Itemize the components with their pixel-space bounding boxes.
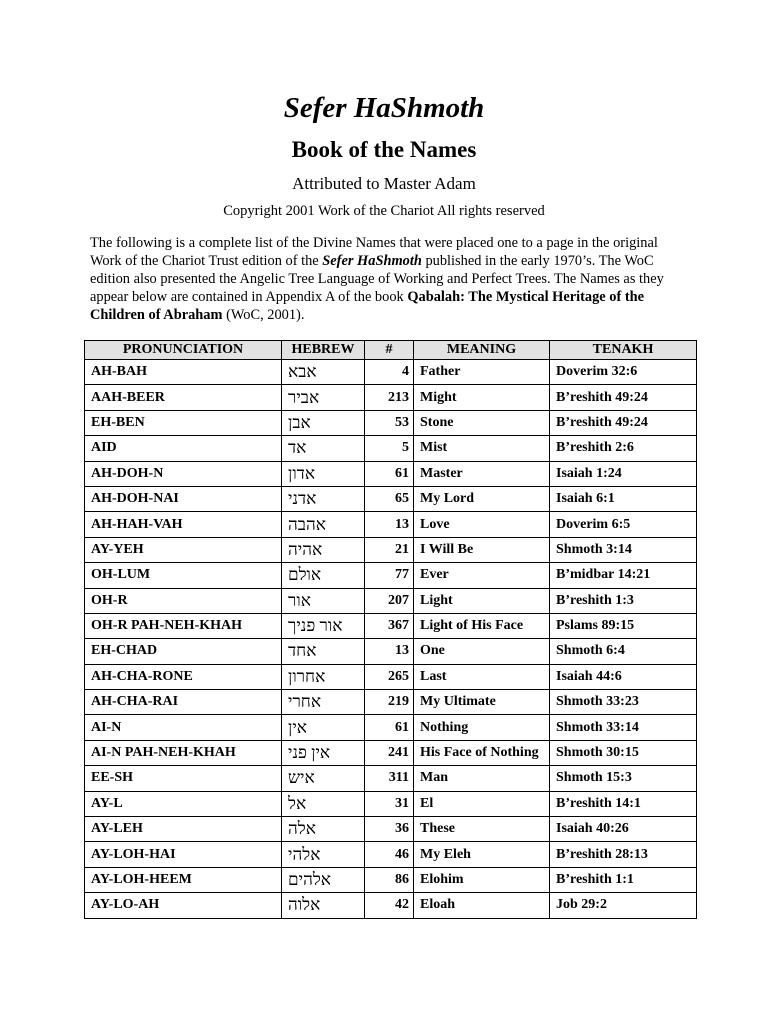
hebrew-cell: אבן xyxy=(282,410,365,435)
table-row xyxy=(85,486,697,511)
tenakh-reference-cell: B’reshith 49:24 xyxy=(550,410,697,435)
document-subtitle: Book of the Names xyxy=(291,137,477,162)
meaning-cell: Mist xyxy=(414,436,550,461)
meaning-cell: My Eleh xyxy=(414,842,550,867)
hebrew-cell: אחרי xyxy=(282,690,365,715)
gematria-value-cell: 265 xyxy=(365,664,414,689)
pronunciation-cell: OH-LUM xyxy=(85,563,282,588)
intro-book-title: Sefer HaShmoth xyxy=(322,253,422,269)
hebrew-cell: אהיה xyxy=(282,537,365,562)
meaning-cell: Ever xyxy=(414,563,550,588)
meaning-cell: Love xyxy=(414,512,550,537)
hebrew-cell: אין פני xyxy=(282,740,365,765)
table-row xyxy=(85,893,697,918)
gematria-value-cell: 86 xyxy=(365,867,414,892)
tenakh-reference-cell: Isaiah 44:6 xyxy=(550,664,697,689)
gematria-value-cell: 13 xyxy=(365,512,414,537)
gematria-value-cell: 4 xyxy=(365,360,414,385)
table-row xyxy=(85,817,697,842)
table-row xyxy=(85,690,697,715)
hebrew-cell: אד xyxy=(282,436,365,461)
tenakh-reference-cell: Job 29:2 xyxy=(550,893,697,918)
table-body xyxy=(85,360,697,919)
meaning-cell: Last xyxy=(414,664,550,689)
gematria-value-cell: 21 xyxy=(365,537,414,562)
tenakh-reference-cell: Isaiah 40:26 xyxy=(550,817,697,842)
hebrew-cell: אולם xyxy=(282,563,365,588)
tenakh-reference-cell: B’reshith 2:6 xyxy=(550,436,697,461)
hebrew-cell: אלהי xyxy=(282,842,365,867)
pronunciation-cell: AH-HAH-VAH xyxy=(85,512,282,537)
tenakh-reference-cell: Doverim 32:6 xyxy=(550,360,697,385)
meaning-cell: My Lord xyxy=(414,486,550,511)
pronunciation-cell: AH-BAH xyxy=(85,360,282,385)
hebrew-cell: אדני xyxy=(282,486,365,511)
header-tenakh: TENAKH xyxy=(550,341,697,360)
hebrew-cell: אל xyxy=(282,791,365,816)
pronunciation-cell: AH-CHA-RONE xyxy=(85,664,282,689)
meaning-cell: I Will Be xyxy=(414,537,550,562)
meaning-cell: Light xyxy=(414,588,550,613)
tenakh-reference-cell: Shmoth 30:15 xyxy=(550,740,697,765)
table-row xyxy=(85,613,697,638)
tenakh-reference-cell: Shmoth 33:23 xyxy=(550,690,697,715)
intro-text-3: (WoC, 2001). xyxy=(222,307,305,323)
intro-text-1: The following is a complete list of the Divine Names that were placed one to a page in the original Work of the Chariot Trust edition of the xyxy=(90,235,658,269)
meaning-cell: One xyxy=(414,639,550,664)
hebrew-cell: אחרון xyxy=(282,664,365,689)
gematria-value-cell: 241 xyxy=(365,740,414,765)
meaning-cell: Might xyxy=(414,385,550,410)
meaning-cell: Eloah xyxy=(414,893,550,918)
pronunciation-cell: AY-LEH xyxy=(85,817,282,842)
hebrew-cell: אביר xyxy=(282,385,365,410)
tenakh-reference-cell: Shmoth 33:14 xyxy=(550,715,697,740)
gematria-value-cell: 207 xyxy=(365,588,414,613)
meaning-cell: Light of His Face xyxy=(414,613,550,638)
table-row xyxy=(85,842,697,867)
copyright-line: Copyright 2001 Work of the Chariot All rights reserved xyxy=(223,203,545,219)
pronunciation-cell: AH-DOH-N xyxy=(85,461,282,486)
table-row xyxy=(85,410,697,435)
gematria-value-cell: 36 xyxy=(365,817,414,842)
hebrew-cell: אור xyxy=(282,588,365,613)
pronunciation-cell: EH-CHAD xyxy=(85,639,282,664)
gematria-value-cell: 61 xyxy=(365,715,414,740)
hebrew-cell: איש xyxy=(282,766,365,791)
table-row xyxy=(85,385,697,410)
table-row xyxy=(85,537,697,562)
table-row xyxy=(85,664,697,689)
document-title: Sefer HaShmoth xyxy=(283,92,485,124)
meaning-cell: Father xyxy=(414,360,550,385)
gematria-value-cell: 219 xyxy=(365,690,414,715)
tenakh-reference-cell: B’reshith 1:1 xyxy=(550,867,697,892)
header-hebrew: HEBREW xyxy=(282,341,365,360)
table-row xyxy=(85,639,697,664)
pronunciation-cell: AH-DOH-NAI xyxy=(85,486,282,511)
header-meaning: MEANING xyxy=(414,341,550,360)
header-number: # xyxy=(365,341,414,360)
table-row xyxy=(85,766,697,791)
table-row xyxy=(85,740,697,765)
table-row xyxy=(85,867,697,892)
pronunciation-cell: AY-LOH-HEEM xyxy=(85,867,282,892)
meaning-cell: Man xyxy=(414,766,550,791)
divine-names-table xyxy=(84,340,697,919)
hebrew-cell: אלוה xyxy=(282,893,365,918)
pronunciation-cell: AI-N PAH-NEH-KHAH xyxy=(85,740,282,765)
tenakh-reference-cell: Shmoth 15:3 xyxy=(550,766,697,791)
meaning-cell: These xyxy=(414,817,550,842)
pronunciation-cell: OH-R xyxy=(85,588,282,613)
hebrew-cell: אדון xyxy=(282,461,365,486)
table-row xyxy=(85,588,697,613)
pronunciation-cell: EH-BEN xyxy=(85,410,282,435)
table-header-row xyxy=(85,341,697,360)
tenakh-reference-cell: B’reshith 28:13 xyxy=(550,842,697,867)
pronunciation-cell: AAH-BEER xyxy=(85,385,282,410)
tenakh-reference-cell: B’reshith 1:3 xyxy=(550,588,697,613)
gematria-value-cell: 61 xyxy=(365,461,414,486)
gematria-value-cell: 77 xyxy=(365,563,414,588)
pronunciation-cell: OH-R PAH-NEH-KHAH xyxy=(85,613,282,638)
gematria-value-cell: 5 xyxy=(365,436,414,461)
tenakh-reference-cell: Shmoth 6:4 xyxy=(550,639,697,664)
tenakh-reference-cell: Shmoth 3:14 xyxy=(550,537,697,562)
gematria-value-cell: 13 xyxy=(365,639,414,664)
pronunciation-cell: AY-L xyxy=(85,791,282,816)
hebrew-cell: אחד xyxy=(282,639,365,664)
gematria-value-cell: 311 xyxy=(365,766,414,791)
tenakh-reference-cell: Pslams 89:15 xyxy=(550,613,697,638)
hebrew-cell: אבא xyxy=(282,360,365,385)
intro-paragraph xyxy=(90,234,690,324)
table-row xyxy=(85,436,697,461)
hebrew-cell: אין xyxy=(282,715,365,740)
pronunciation-cell: AH-CHA-RAI xyxy=(85,690,282,715)
meaning-cell: His Face of Nothing xyxy=(414,740,550,765)
tenakh-reference-cell: B’reshith 14:1 xyxy=(550,791,697,816)
meaning-cell: Stone xyxy=(414,410,550,435)
gematria-value-cell: 65 xyxy=(365,486,414,511)
gematria-value-cell: 42 xyxy=(365,893,414,918)
table-row xyxy=(85,360,697,385)
tenakh-reference-cell: Isaiah 6:1 xyxy=(550,486,697,511)
table-row xyxy=(85,461,697,486)
attribution-line: Attributed to Master Adam xyxy=(292,174,476,193)
tenakh-reference-cell: Doverim 6:5 xyxy=(550,512,697,537)
tenakh-reference-cell: B’midbar 14:21 xyxy=(550,563,697,588)
pronunciation-cell: AI-N xyxy=(85,715,282,740)
meaning-cell: Elohim xyxy=(414,867,550,892)
meaning-cell: El xyxy=(414,791,550,816)
meaning-cell: Master xyxy=(414,461,550,486)
pronunciation-cell: AY-YEH xyxy=(85,537,282,562)
intro-text-2: published in the early 1970’s. The WoC edition also presented the Angelic Tree Language of Working and Perfect Trees. The Names as they appear below are contained in Appendix A of the book xyxy=(90,253,664,305)
hebrew-cell: אהבה xyxy=(282,512,365,537)
pronunciation-cell: EE-SH xyxy=(85,766,282,791)
pronunciation-cell: AY-LOH-HAI xyxy=(85,842,282,867)
intro-reference-title: Qabalah: The Mystical Heritage of the Children of Abraham xyxy=(90,289,645,323)
gematria-value-cell: 367 xyxy=(365,613,414,638)
meaning-cell: My Ultimate xyxy=(414,690,550,715)
gematria-value-cell: 46 xyxy=(365,842,414,867)
table-row xyxy=(85,563,697,588)
table-row xyxy=(85,715,697,740)
gematria-value-cell: 213 xyxy=(365,385,414,410)
hebrew-cell: אלה xyxy=(282,817,365,842)
tenakh-reference-cell: Isaiah 1:24 xyxy=(550,461,697,486)
pronunciation-cell: AY-LO-AH xyxy=(85,893,282,918)
gematria-value-cell: 31 xyxy=(365,791,414,816)
gematria-value-cell: 53 xyxy=(365,410,414,435)
table-row xyxy=(85,512,697,537)
meaning-cell: Nothing xyxy=(414,715,550,740)
tenakh-reference-cell: B’reshith 49:24 xyxy=(550,385,697,410)
pronunciation-cell: AID xyxy=(85,436,282,461)
hebrew-cell: אור פניך xyxy=(282,613,365,638)
table-row xyxy=(85,791,697,816)
hebrew-cell: אלהים xyxy=(282,867,365,892)
header-pronunciation: PRONUNCIATION xyxy=(85,341,282,360)
